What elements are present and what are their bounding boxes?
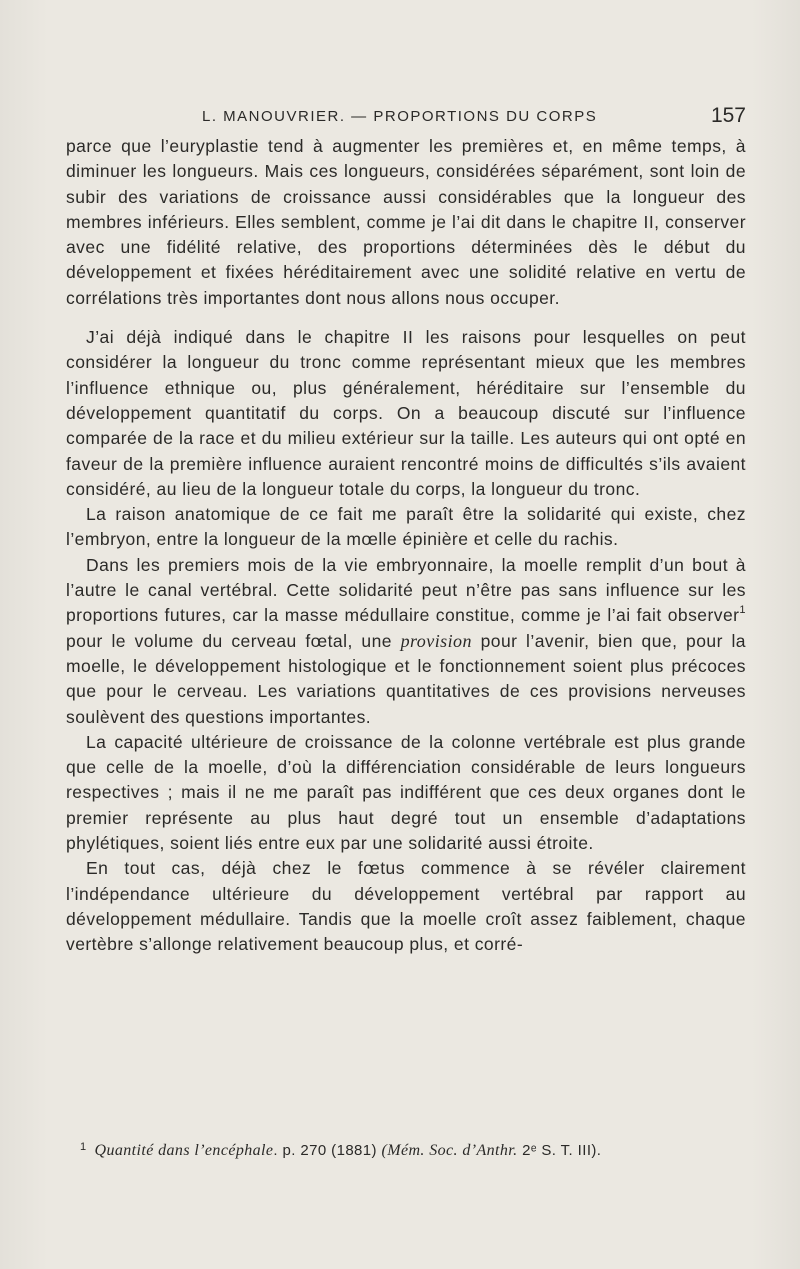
paragraph-6: En tout cas, déjà chez le fœtus commence à se révéler clairement l’indépendance ultérieure du développement vertébral par rapport au développement médullaire. Tandis que la moelle croît assez faiblement, chaque vertèbre s’allonge relativement beaucoup plus, et corré- [66, 858, 746, 955]
italic-term: provision [400, 630, 472, 651]
footnote-title: Quantité dans l’encéphale [94, 1142, 274, 1159]
footnote-tail: 2ᵉ S. T. III). [517, 1142, 602, 1159]
paragraph-1: parce que l’euryplastie tend à augmenter les premières et, en même temps, à diminuer les longueurs. Mais ces longueurs, considérées séparément, sont loin de subir des variations de croissance aussi considérables que la longueur des membres inférieurs. Elles semblent, comme je l’ai dit dans le chapitre II, conserver avec une fidélité relative, des proportions déterminées dès le début du développement et fixées héréditairement avec une solidité relative en vertu de corrélations très importantes dont nous allons nous occuper. [66, 136, 746, 308]
paragraph-4-text-middle: pour le volume du cerveau fœtal, une [66, 630, 401, 651]
footnote-reference: 1 [739, 603, 746, 616]
paragraph-4-text-start: Dans les premiers mois de la vie embryonnaire, la moelle remplit d’un bout à l’autre le canal vertébral. Cette solidarité peut n’être pas sans influence sur les proportions futures, car la masse médullaire constitue, comme je l’ai fait observer [66, 554, 746, 626]
footnote-source: (Mém. Soc. d’Anthr. [381, 1142, 518, 1159]
running-head [66, 104, 746, 130]
page-number: 157 [710, 104, 746, 127]
body-text [66, 134, 746, 958]
running-title: L. MANOUVRIER. — PROPORTIONS DU CORPS [202, 108, 598, 125]
paragraph-2: J’ai déjà indiqué dans le chapitre II les raisons pour lesquelles on peut considérer la longueur du tronc comme représentant mieux que les membres l’influence ethnique ou, plus généralement, héréditaire sur l’ensemble du développement quantitatif du corps. On a beaucoup discuté sur l’influence comparée de la race et du milieu extérieur sur la taille. Les auteurs qui ont opté en faveur de la première influence auraient rencontré moins de difficultés s’ils avaient considéré, au lieu de la longueur totale du corps, la longueur du tronc. [66, 327, 746, 499]
paragraph-3: La raison anatomique de ce fait me paraît être la solidarité qui existe, chez l’embryon, entre la longueur de la mœlle épinière et celle du rachis. [66, 504, 746, 550]
footnote [80, 1142, 740, 1160]
paragraph-4-text-end: pour l’avenir, bien que, pour la moelle, le développement histologique et le fonctionnement soient plus précoces que pour le cerveau. Les variations quantitatives de ces provisions nerveuses soulèvent des questions importantes. [66, 630, 746, 727]
footnote-marker: 1 [80, 1141, 87, 1153]
paragraph-5: La capacité ultérieure de croissance de la colonne vertébrale est plus grande que celle de la moelle, d’où la différenciation considérable de leurs longueurs respectives ; mais il ne me paraît pas indifférent que ces deux organes dont le premier représente au plus haut degré tout un ensemble d’adaptations phylétiques, soient liés entre eux par une solidarité aussi étroite. [66, 731, 746, 854]
paragraph-4 [66, 553, 746, 730]
footnote-citation: . p. 270 (1881) [273, 1142, 382, 1159]
